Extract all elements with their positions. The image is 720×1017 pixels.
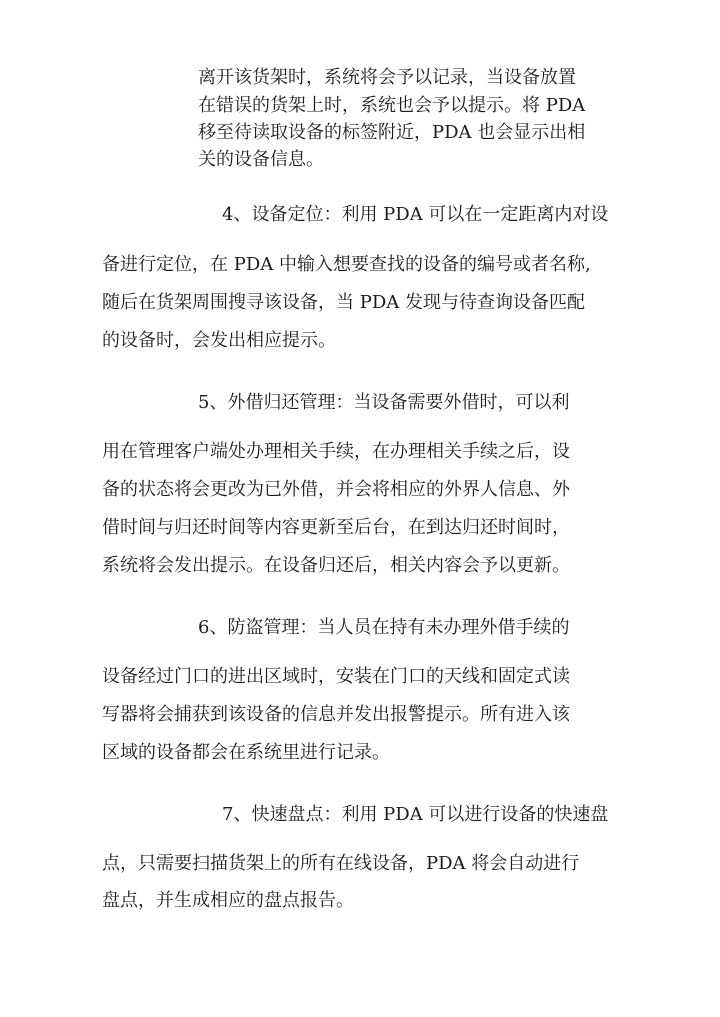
- section-heading: 5、外借归还管理：当设备需要外借时，可以利: [198, 392, 570, 413]
- section-line: 点，只需要扫描货架上的所有在线设备，PDA 将会自动进行: [102, 853, 580, 874]
- intro-line: 关的设备信息。: [198, 149, 324, 170]
- section-line: 区域的设备都会在系统里进行记录。: [102, 742, 390, 763]
- section-heading: 7、快速盘点：利用 PDA 可以进行设备的快速盘: [222, 804, 609, 825]
- section-line: 设备经过门口的进出区域时，安装在门口的天线和固定式读: [102, 666, 570, 687]
- intro-line: 移至待读取设备的标签附近，PDA 也会显示出相: [198, 122, 586, 143]
- section-line: 备的状态将会更改为已外借，并会将相应的外界人信息、外: [102, 479, 570, 500]
- section-line: 随后在货架周围搜寻该设备，当 PDA 发现与待查询设备匹配: [102, 292, 585, 313]
- section-heading: 6、防盗管理：当人员在持有未办理外借手续的: [198, 617, 570, 638]
- section-line: 用在管理客户端处办理相关手续，在办理相关手续之后，设: [102, 441, 570, 462]
- section-line: 系统将会发出提示。在设备归还后，相关内容会予以更新。: [102, 555, 570, 576]
- intro-line: 在错误的货架上时，系统也会予以提示。将 PDA: [198, 95, 586, 116]
- intro-line: 离开该货架时，系统将会予以记录，当设备放置: [198, 67, 576, 88]
- section-heading: 4、设备定位：利用 PDA 可以在一定距离内对设: [222, 204, 609, 225]
- section-line: 借时间与归还时间等内容更新至后台，在到达归还时间时，: [102, 517, 570, 538]
- section-line: 盘点，并生成相应的盘点报告。: [102, 890, 354, 911]
- section-line: 的设备时，会发出相应提示。: [102, 330, 336, 351]
- section-line: 备进行定位，在 PDA 中输入想要查找的设备的编号或者名称,: [102, 254, 591, 275]
- section-line: 写器将会捕获到该设备的信息并发出报警提示。所有进入该: [102, 704, 570, 725]
